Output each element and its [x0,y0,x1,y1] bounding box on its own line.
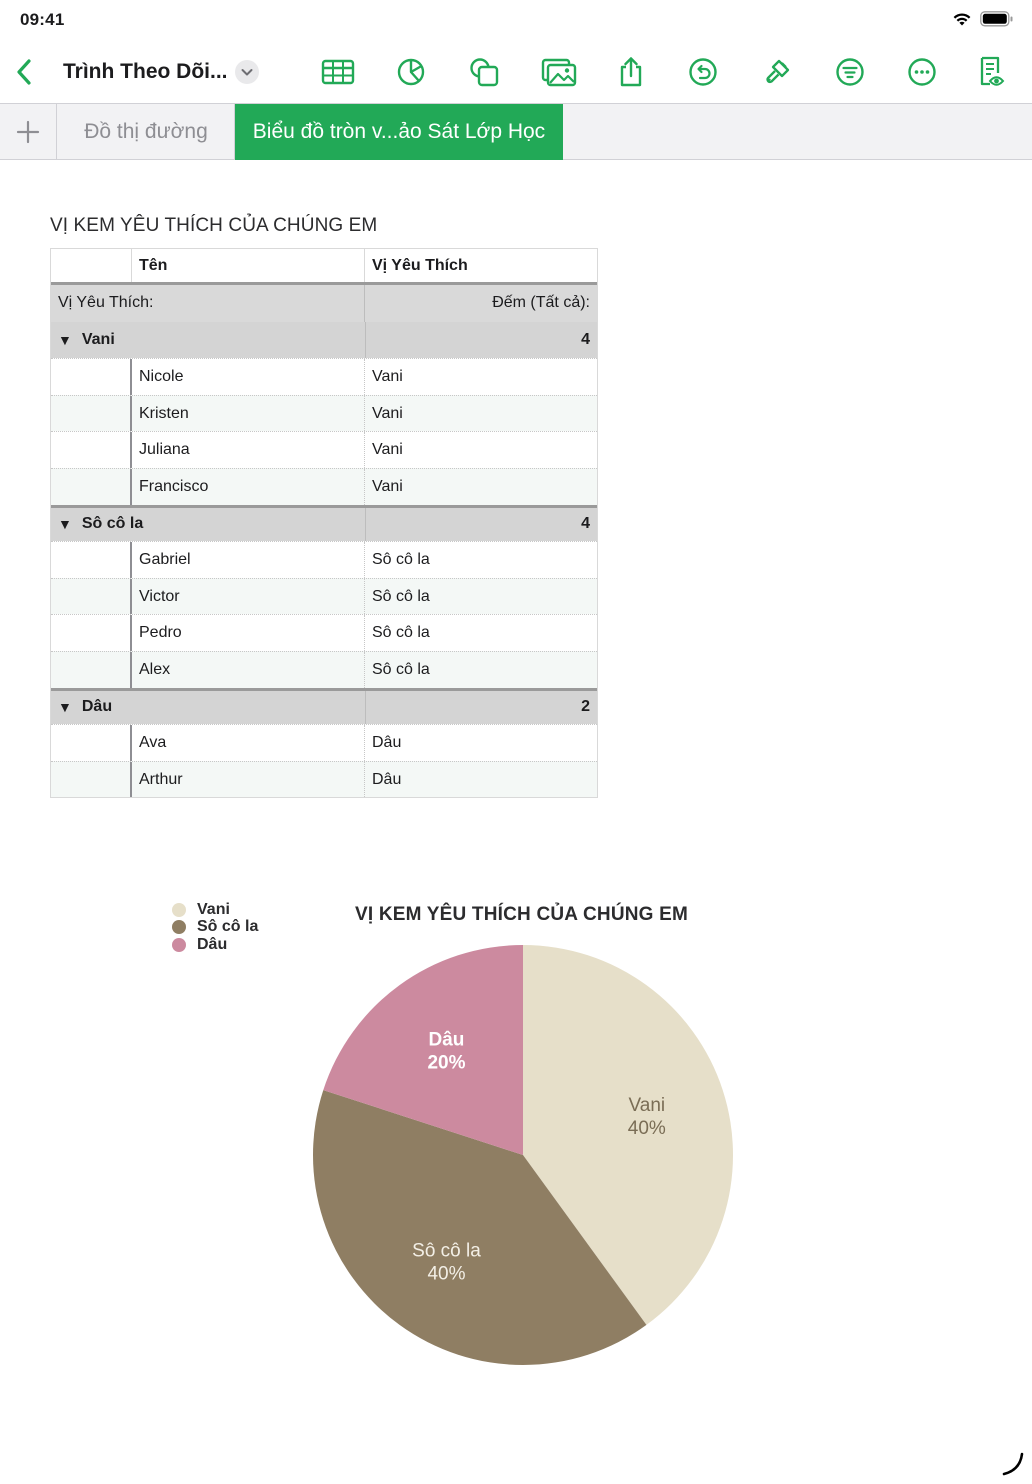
row-cell-flavor[interactable]: Dâu [372,770,402,788]
group-count[interactable]: 2 [365,691,597,725]
format-brush-icon [762,57,792,87]
slice-category-label: Vani [628,1094,666,1116]
row-cell-name[interactable]: Juliana [132,432,365,468]
table-row [51,761,597,798]
slice-percent-label: 40% [427,1263,466,1285]
status-time: 09:41 [20,10,65,29]
filter-button[interactable] [832,54,868,90]
group-name-cell[interactable] [51,508,365,542]
row-cell-name[interactable]: Arthur [132,762,365,798]
row-cell-name[interactable]: Kristen [132,396,365,432]
disclosure-triangle-icon[interactable]: ▼ [58,699,72,716]
row-cell-flavor[interactable]: Vani [372,477,403,495]
group-row-chocolate[interactable] [51,505,597,542]
row-cell-blank[interactable] [51,469,132,505]
chevron-left-icon [12,56,38,88]
row-cell-blank[interactable] [51,396,132,432]
insert-shape-button[interactable] [466,54,502,90]
row-cell-blank[interactable] [51,359,132,395]
tab-pie-chart-survey[interactable]: Biểu đồ tròn v...ảo Sát Lớp Học [235,104,563,160]
title-menu-button[interactable] [235,60,259,84]
row-cell-name[interactable]: Gabriel [132,542,365,578]
table-row [51,541,597,578]
insert-table-button[interactable] [320,54,356,90]
pie-chart[interactable] [0,880,1032,1400]
row-cell-name[interactable]: Alex [132,652,365,688]
header-cell-blank[interactable] [51,249,132,282]
slice-category-label: Dâu [428,1029,465,1051]
shape-icon [468,56,500,88]
view-options-button[interactable] [974,54,1010,90]
group-row-strawberry[interactable] [51,688,597,725]
header-cell-flavor[interactable]: Vị Yêu Thích [372,256,468,274]
toolbar [0,44,1032,102]
disclosure-triangle-icon[interactable]: ▼ [58,331,72,348]
back-button[interactable] [12,56,38,88]
group-name-cell[interactable] [51,322,365,359]
insert-media-button[interactable] [541,54,577,90]
row-cell-blank[interactable] [51,652,132,688]
group-name: Dâu [81,698,113,716]
summary-row [51,285,597,322]
row-cell-blank[interactable] [51,542,132,578]
legend-label: Dâu [197,935,228,953]
add-sheet-button[interactable] [0,104,57,160]
table-row [51,431,597,468]
legend-label: Vani [197,900,230,918]
document-view-icon [977,55,1007,89]
row-cell-name[interactable]: Ava [132,725,365,761]
undo-button[interactable] [685,54,721,90]
chart-title[interactable]: VỊ KEM YÊU THÍCH CỦA CHÚNG EM [355,904,689,925]
table-row [51,468,597,505]
row-cell-flavor[interactable]: Sô cô la [372,660,430,678]
table-row [51,614,597,651]
insert-chart-button[interactable] [393,54,429,90]
wifi-icon [952,12,972,27]
plus-icon [16,120,40,144]
more-button[interactable] [904,54,940,90]
document-title[interactable]: Trình Theo Dõi... [63,60,228,83]
resize-handle-icon [1000,1452,1024,1476]
row-cell-blank[interactable] [51,762,132,798]
row-cell-name[interactable]: Victor [132,579,365,615]
tab-line-chart[interactable]: Đồ thị đường [58,104,235,160]
table-row [51,724,597,761]
row-cell-name[interactable]: Francisco [132,469,365,505]
table-row [51,578,597,615]
header-cell-name[interactable]: Tên [132,249,365,282]
group-count[interactable]: 4 [365,508,597,542]
chart-icon [396,57,426,87]
row-cell-flavor[interactable]: Sô cô la [372,550,430,568]
row-cell-name[interactable]: Nicole [132,359,365,395]
more-icon [907,57,937,87]
row-cell-flavor[interactable]: Vani [372,367,403,385]
table-row [51,395,597,432]
chevron-down-icon [235,60,259,84]
pivot-table[interactable] [50,248,598,798]
share-icon [617,56,645,88]
row-cell-blank[interactable] [51,615,132,651]
media-icon [541,57,577,87]
row-cell-blank[interactable] [51,725,132,761]
table-title: VỊ KEM YÊU THÍCH CỦA CHÚNG EM [50,215,378,236]
group-name: Sô cô la [81,515,144,533]
status-icons [952,11,1014,27]
row-cell-flavor[interactable]: Dâu [372,733,402,751]
table-row [51,651,597,688]
battery-icon [980,11,1014,27]
slice-category-label: Sô cô la [412,1240,481,1262]
row-cell-flavor[interactable]: Sô cô la [372,624,430,642]
row-cell-flavor[interactable]: Sô cô la [372,587,430,605]
table-icon [321,58,355,86]
status-bar [0,0,1032,40]
sheet-tabs [0,103,1032,160]
format-button[interactable] [759,54,795,90]
table-row [51,358,597,395]
row-cell-blank[interactable] [51,432,132,468]
group-name-cell[interactable] [51,691,365,725]
row-cell-flavor[interactable]: Vani [372,404,403,422]
row-cell-name[interactable]: Pedro [132,615,365,651]
disclosure-triangle-icon[interactable]: ▼ [58,516,72,533]
group-name: Vani [81,330,115,348]
slice-percent-label: 20% [427,1052,466,1074]
row-cell-flavor[interactable]: Vani [372,441,403,459]
summary-label[interactable]: Vị Yêu Thích: [51,285,365,322]
table-header-row [51,249,597,285]
group-count[interactable]: 4 [365,322,597,359]
share-button[interactable] [613,54,649,90]
undo-icon [688,57,718,87]
group-row-vani[interactable] [51,322,597,359]
slice-percent-label: 40% [627,1117,666,1139]
filter-icon [835,57,865,87]
legend-label: Sô cô la [197,918,259,936]
row-cell-blank[interactable] [51,579,132,615]
summary-count-label[interactable]: Đếm (Tất cả): [492,294,590,312]
